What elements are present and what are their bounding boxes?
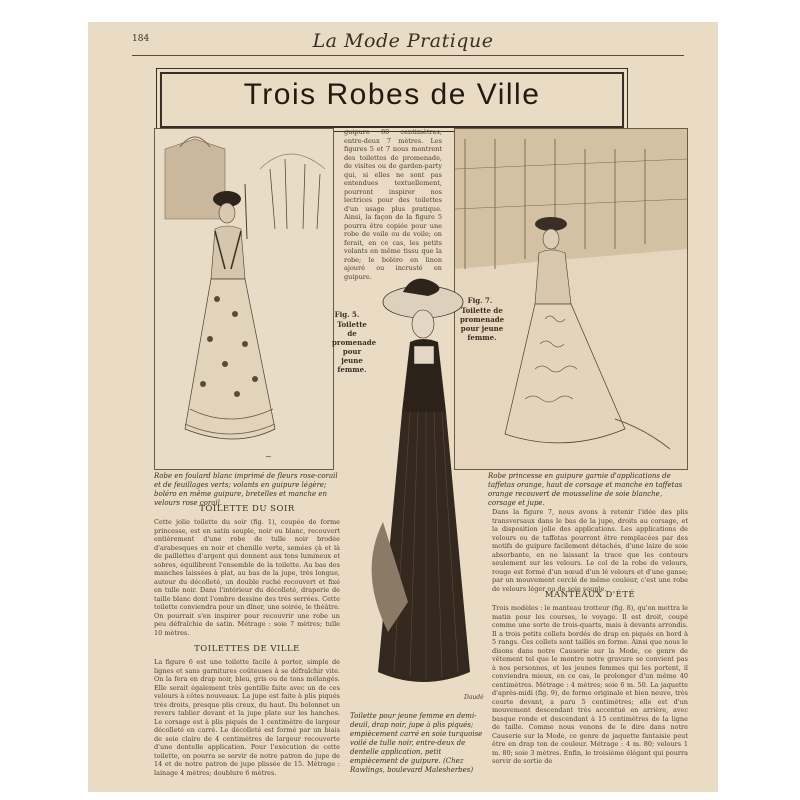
fig5-side-label: Toilette de promenade pour jeune femme. [332,320,377,374]
fig5-label: Fig. 5. [334,310,360,319]
illustration-center [358,272,488,702]
signature: Daudé [464,694,484,701]
intro-column: guipure 80 centimètres; entre-deux 7 mètres. Les figures 5 et 7 nous montrent des toilettes de promenade, de visites ou de garden-party qui, si elles ne sont pas entendues textuellement, pourront inspirer nos lectrices pour des toilettes d'un usage plus pratique. Ainsi, la façon de la figure 5 pourra être copiée pour une robe de voile ou de voile; on ferait, en ce cas, les petits volants en même tissu que la robe; le boléro en linon ajouré ou incrusté en guipure. [344,128,442,281]
heading-ville: TOILETTES DE VILLE [194,644,300,654]
fig7-label: Fig. 7. [467,296,493,305]
magazine-page [88,22,718,792]
header-rule [132,55,684,56]
fig7-side-label: Toilette de promenade pour jeune femme. [460,306,505,342]
title-frame [160,72,624,128]
masthead: La Mode Pratique [312,30,494,52]
body-manteaux: Trois modèles : le manteau trotteur (fig. 8), qu'on mettra le matin pour les courses, le voyage. Il est droit, coupé comme une sorte de trois-quarts, mais à devants arrondis. Il a trois petits collets bordés de drap en piqués en bord à 5 rangs. Ces collets sont taillés en forme. Ainsi que nous le disons dans notre Causerie sur la Mode, ce genre de vêtement tel que le montre notre gravure se convient pas à nos personnes, et les jeunes femmes qui les portent, il conviendra mieux, en ce cas, le prolonger d'un même 40 centimètres. Métrage : 4 mètres; soie 6 m. 50. La jaquette d'après-midi (fig. 9), de forme originale et bien neuve, très courte devant, a paru 5 centimètres; elle est d'un mouvement descendant très accentué en arrière, avec basque ronde et descendant à 15 centimètres de la ligne de taille. Comme nous venons de le dire dans notre Causerie sur la Mode, ce genre de jaquette fantaisie peut être en drap ton de couleur. Métrage : 4 m. 80; velours 1 m. 80; soie 3 mètres. Enfin, le troisième élégant qui pourra servir de sortie de [492,604,688,765]
page-number: 184 [132,34,150,44]
caption-left: Robe en foulard blanc imprimé de fleurs rose-corail et de feuillages verts; volants en guipure légère; boléro en même guipure, bretelles et manche en velours rose corail. [154,472,338,507]
body-right: Dans la figure 7, nous avons à retenir l'idée des plis transversaux dans le bas de la jupe, droits au corsage, et la disposition jolie des applications. Les applications de velours ou de taffetas pourront être remplacées par des motifs de guipure facilement détachés, d'une laize de soie absorbante, en ne laissant la trace que les contours seulement sur les velours. Le col de la robe de velours, rouge est formé d'un nœud d'un lé velours et d'une ganse; par un mouvement cerclé de même couleur, c'est une robe de velours léger ou de soie souple. [492,508,688,593]
center-dress-engraving [358,272,488,702]
body-ville: La figure 6 est une toilette facile à porter, simple de lignes et sans garnitures coûteuses à se défraîchir vite. On la fera en drap noir, bleu, gris ou de tons mélangés. Elle serait également très gentille faite avec un de ces velours à côtes nouveaux. La jupe est faite à plis piqués très droits, presque plis creux, du haut. Du bolonnet un revers tablier devant et la jupe plate sur les hanches. Le corsage est à plis piqués de 1 centimètre de largeur décolleté en carré. Le décolleté est formé par un biais de soie claire de 4 centimètres de largeur recouverte d'une dentelle application. Pour l'exécution de cette toilette, on pourra se servir de notre patron de jupe de 14 et de notre patron de jupe plissée de 15. Métrage : lainage 4 mètres; doublure 6 mètres. [154,658,340,777]
caption-center: Toilette pour jeune femme en demi-deuil, drap noir, jupe à plis piqués; empiècement carré en soie turquoise voilé de tulle noir, entre-deux de dentelle application, petit empiècement de guipure. (Chez Rawlings, boulevard Malesherbes) [350,712,483,774]
svg-text:~: ~ [265,452,272,461]
heading-soir: TOILETTE DU SOIR [199,504,295,514]
left-dress-engraving [155,129,333,469]
caption-right: Robe princesse en guipure garnie d'applications de taffetas orange, haut de corsage et manche en taffetas orange recouvert de mousseline de soie blanche, corsage et jupe. [488,472,683,507]
body-soir: Cette jolie toilette du soir (fig. 1), coupée de forme princesse, est en satin souple, noir ou blanc, recouvert entièrement d'une robe de tulle noir brodée d'arabesques en noir et chenille verte, semées çà et là de paillettes d'argent qui donnent aux tons lumineux et sobres, équilibrent l'ensemble de la toilette. Au bas des manches laissées à plat, au bas de la jupe, très longue, autour du décolleté, un double ruché recouvert et fixé en tulle noir. Dans l'intérieur du décolleté, draperie de taille blanc dont l'ombre dessine des très serrées. Cette toilette conviendra pour un dîner, une soirée, le théâtre. On pourrait s'en inspirer pour recouvrir une robe un peu défraîchie de satin. Métrage : soie 7 mètres; tulle 10 mètres. [154,518,340,637]
heading-manteaux: MANTEAUX D'ÉTÉ [544,590,636,600]
illustration-left [154,128,334,470]
page-title: Trois Robes de Ville [243,78,541,111]
